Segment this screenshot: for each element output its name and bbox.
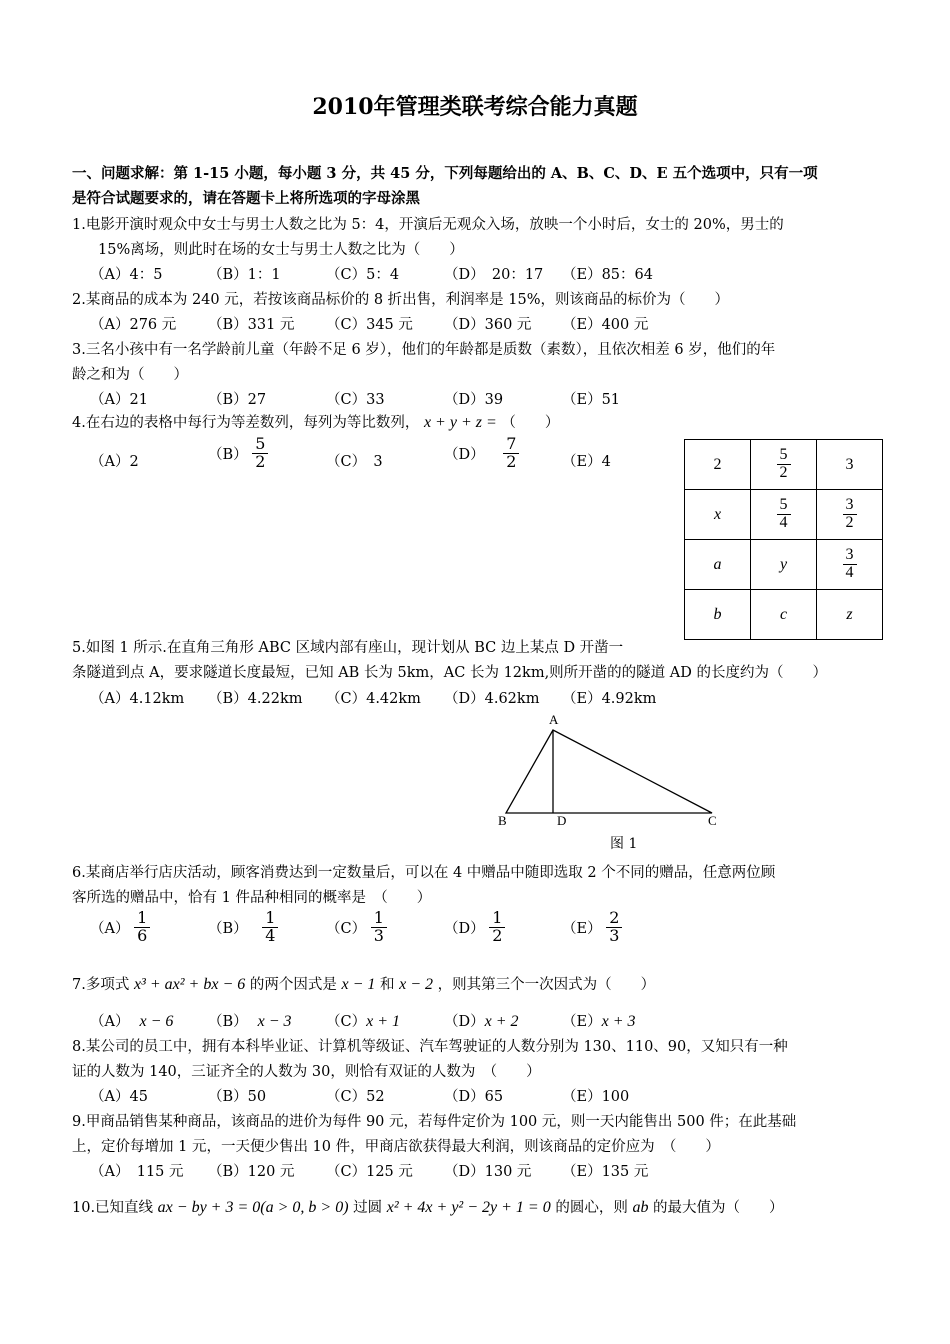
- q7-option-d-label: （D）: [444, 1014, 485, 1030]
- q4-option-d: [444, 436, 519, 471]
- q7-option-c-value: x + 1: [366, 1013, 401, 1030]
- q7-option-c-label: （C）: [326, 1014, 367, 1030]
- q8-option-c: （C）52: [326, 1089, 385, 1105]
- q6-option-e-num: 2: [606, 910, 622, 928]
- q7-option-a-label: （A）: [90, 1014, 130, 1030]
- cell-num: 3: [843, 497, 857, 515]
- table-cell: a: [685, 540, 751, 590]
- q4-option-d-fraction: [503, 436, 519, 471]
- q5-option-a: （A）4.12km: [90, 691, 185, 707]
- q1-option-b: （B）1：1: [208, 267, 281, 283]
- q2-option-a: （A）276 元: [90, 317, 177, 333]
- q6-option-b: [208, 910, 278, 945]
- q1-option-d: （D） 20：17: [444, 267, 544, 283]
- q6-option-e: [562, 910, 622, 945]
- q6-option-d: [444, 910, 505, 945]
- q6-option-c-den: 3: [373, 925, 384, 945]
- cell-num: 3: [843, 547, 857, 565]
- q6-option-e-den: 3: [609, 925, 620, 945]
- q3-option-e: （E）51: [562, 392, 621, 408]
- q1-line1: 1.电影开演时观众中女士与男士人数之比为 5：4，开演后无观众入场，放映一个小时后，女士的 20%，男士的: [72, 217, 784, 233]
- table-row: [685, 490, 883, 540]
- q10-ab: ab: [632, 1199, 649, 1216]
- table-cell: [817, 490, 883, 540]
- q6-option-c-num: 1: [371, 910, 387, 928]
- table-cell: 2: [685, 440, 751, 490]
- q7-option-b-value: x − 3: [257, 1013, 292, 1030]
- q3-option-c: （C）33: [326, 392, 385, 408]
- q5-option-c: （C）4.42km: [326, 691, 421, 707]
- table-cell: 3: [817, 440, 883, 490]
- triangle-figure: [490, 710, 730, 855]
- q6-option-a: [90, 910, 150, 945]
- q6-option-d-den: 2: [492, 925, 503, 945]
- q4-option-e: （E）4: [562, 454, 611, 470]
- q10-question: [72, 1196, 784, 1217]
- q3-line2: 龄之和为（ ）: [72, 367, 188, 383]
- q7-mid2: 和: [379, 977, 395, 993]
- q9-option-a: （A） 115 元: [90, 1164, 184, 1180]
- q7-option-b: [208, 1010, 292, 1031]
- q7-question: [72, 973, 655, 994]
- q1-option-e: （E）85：64: [562, 267, 653, 283]
- cell-den: 4: [845, 564, 854, 581]
- q10-post: 的最大值为（ ）: [653, 1200, 784, 1216]
- table-cell: b: [685, 590, 751, 640]
- q1-option-a: （A）4：5: [90, 267, 163, 283]
- q6-option-b-label: （B）: [208, 920, 248, 937]
- q7-option-d-value: x + 2: [484, 1013, 519, 1030]
- table-row: [685, 590, 883, 640]
- q4-blank: （ ）: [501, 415, 560, 431]
- q10-mid2: 的圆心，则: [555, 1200, 628, 1216]
- q7-post: ，则其第三个一次因式为（ ）: [437, 977, 656, 993]
- q4-option-b-label: （B）: [208, 446, 248, 463]
- q4-option-b: [208, 436, 268, 471]
- page-title: 2010年管理类联考综合能力真题: [312, 94, 638, 120]
- q6-option-d-num: 1: [489, 910, 505, 928]
- q6-option-b-den: 4: [265, 925, 276, 945]
- q5-option-e: （E）4.92km: [562, 691, 657, 707]
- q2-option-c: （C）345 元: [326, 317, 413, 333]
- q9-option-c: （C）125 元: [326, 1164, 413, 1180]
- q8-option-b: （B）50: [208, 1089, 267, 1105]
- q9-option-e: （E）135 元: [562, 1164, 649, 1180]
- q10-line-eq: ax − by + 3 = 0(a > 0, b > 0): [157, 1199, 349, 1216]
- q4-option-b-fraction: [252, 436, 268, 471]
- q9-option-d: （D）130 元: [444, 1164, 532, 1180]
- q2-option-e: （E）400 元: [562, 317, 649, 333]
- q7-pre: 7.多项式: [72, 977, 130, 993]
- q6-option-b-num: 1: [262, 910, 278, 928]
- label-d: D: [557, 813, 567, 828]
- q8-line2: 证的人数为 140，三证齐全的人数为 30，则恰有双证的人数为 （ ）: [72, 1064, 541, 1080]
- label-c: C: [708, 813, 717, 828]
- q8-option-a: （A）45: [90, 1089, 148, 1105]
- q3-option-b: （B）27: [208, 392, 267, 408]
- cell-den: 2: [779, 464, 788, 481]
- q4-option-d-den: 2: [506, 451, 517, 471]
- q1-option-c: （C）5：4: [326, 267, 400, 283]
- q7-option-d: [444, 1010, 519, 1031]
- q6-option-a-den: 6: [137, 925, 148, 945]
- q4-option-c: （C） 3: [326, 454, 383, 470]
- q8-option-e: （E）100: [562, 1089, 630, 1105]
- q4-expr: x + y + z =: [423, 414, 497, 431]
- q4-option-a: （A）2: [90, 454, 139, 470]
- q6-option-a-label: （A）: [90, 920, 130, 937]
- q4-line1: 4.在右边的表格中每行为等差数列，每列为等比数列，: [72, 415, 420, 431]
- cell-num: 5: [777, 447, 791, 465]
- q7-option-e-value: x + 3: [601, 1013, 636, 1030]
- q7-option-b-label: （B）: [208, 1014, 248, 1030]
- q7-mid1: 的两个因式是: [249, 977, 337, 993]
- q5-line2: 条隧道到点 A，要求隧道长度最短，已知 AB 长为 5km，AC 长为 12km,则所开凿的的隧道 AD 的长度约为（ ）: [72, 665, 827, 681]
- cell-den: 4: [779, 514, 788, 531]
- q6-line1: 6.某商店举行店庆活动，顾客消费达到一定数量后，可以在 4 中赠品中随即选取 2 个不同的赠品，任意两位顾: [72, 865, 776, 881]
- q3-option-a: （A）21: [90, 392, 148, 408]
- q6-option-c: [326, 910, 387, 945]
- q8-option-d: （D）65: [444, 1089, 504, 1105]
- q4-option-d-label: （D）: [444, 446, 485, 463]
- q6-option-e-label: （E）: [562, 920, 602, 937]
- q2-option-b: （B）331 元: [208, 317, 295, 333]
- q4-sequence-table: [684, 439, 883, 640]
- q4-option-b-num: 5: [252, 436, 268, 454]
- label-a: A: [549, 712, 559, 727]
- q10-circle-eq: x² + 4x + y² − 2y + 1 = 0: [386, 1199, 551, 1216]
- q4-option-d-num: 7: [503, 436, 519, 454]
- q4-question: [72, 411, 559, 432]
- q7-factor2: x − 2: [399, 976, 433, 993]
- q7-factor1: x − 1: [341, 976, 376, 993]
- figure-caption: 图 1: [610, 836, 638, 852]
- cell-den: 2: [845, 514, 854, 531]
- section-heading-line2: 是符合试题要求的，请在答题卡上将所选项的字母涂黑: [72, 190, 420, 207]
- triangle-abc: [506, 730, 712, 813]
- q9-line2: 上，定价每增加 1 元，一天便少售出 10 件，甲商店欲获得最大利润，则该商品的定价应为 （ ）: [72, 1139, 720, 1155]
- q2-line1: 2.某商品的成本为 240 元，若按该商品标价的 8 折出售，利润率是 15%，则该商品的标价为（ ）: [72, 292, 730, 308]
- q7-option-e-label: （E）: [562, 1014, 602, 1030]
- q10-pre: 10.已知直线: [72, 1200, 154, 1216]
- q3-line1: 3.三名小孩中有一名学龄前儿童（年龄不足 6 岁），他们的年龄都是质数（素数），且依次相差 6 岁，他们的年: [72, 342, 776, 358]
- table-cell: [751, 490, 817, 540]
- q7-option-a: [90, 1010, 173, 1031]
- q3-option-d: （D）39: [444, 392, 504, 408]
- q6-option-a-num: 1: [134, 910, 150, 928]
- q4-option-b-den: 2: [255, 451, 266, 471]
- cell-num: 5: [777, 497, 791, 515]
- label-b: B: [498, 813, 507, 828]
- q5-option-b: （B）4.22km: [208, 691, 303, 707]
- q8-line1: 8.某公司的员工中，拥有本科毕业证、计算机等级证、汽车驾驶证的人数分别为 130、110、90，又知只有一种: [72, 1039, 788, 1055]
- q9-option-b: （B）120 元: [208, 1164, 295, 1180]
- table-cell: y: [751, 540, 817, 590]
- q6-option-c-label: （C）: [326, 920, 367, 937]
- q6-option-d-label: （D）: [444, 920, 485, 937]
- q5-line1: 5.如图 1 所示.在直角三角形 ABC 区域内部有座山，现计划从 BC 边上某点 D 开凿一: [72, 640, 624, 656]
- q5-option-d: （D）4.62km: [444, 691, 540, 707]
- q7-option-e: [562, 1010, 636, 1031]
- q6-line2: 客所选的赠品中，恰有 1 件品种相同的概率是 （ ）: [72, 890, 432, 906]
- table-cell: [817, 540, 883, 590]
- q10-mid: 过圆: [353, 1200, 383, 1216]
- q7-poly: x³ + ax² + bx − 6: [133, 976, 246, 993]
- section-heading-line1: 一、问题求解：第 1-15 小题，每小题 3 分，共 45 分，下列每题给出的 A、B、C、D、E 五个选项中，只有一项: [72, 165, 818, 182]
- table-cell: z: [817, 590, 883, 640]
- q2-option-d: （D）360 元: [444, 317, 532, 333]
- q7-option-c: [326, 1010, 400, 1031]
- table-row: [685, 440, 883, 490]
- q7-option-a-value: x − 6: [139, 1013, 174, 1030]
- q9-line1: 9.甲商品销售某种商品，该商品的进价为每件 90 元，若每件定价为 100 元，则一天内能售出 500 件；在此基础: [72, 1114, 797, 1130]
- table-cell: x: [685, 490, 751, 540]
- table-row: [685, 540, 883, 590]
- table-cell: c: [751, 590, 817, 640]
- q1-line2: 15%离场，则此时在场的女士与男士人数之比为（ ）: [98, 242, 464, 258]
- table-cell: [751, 440, 817, 490]
